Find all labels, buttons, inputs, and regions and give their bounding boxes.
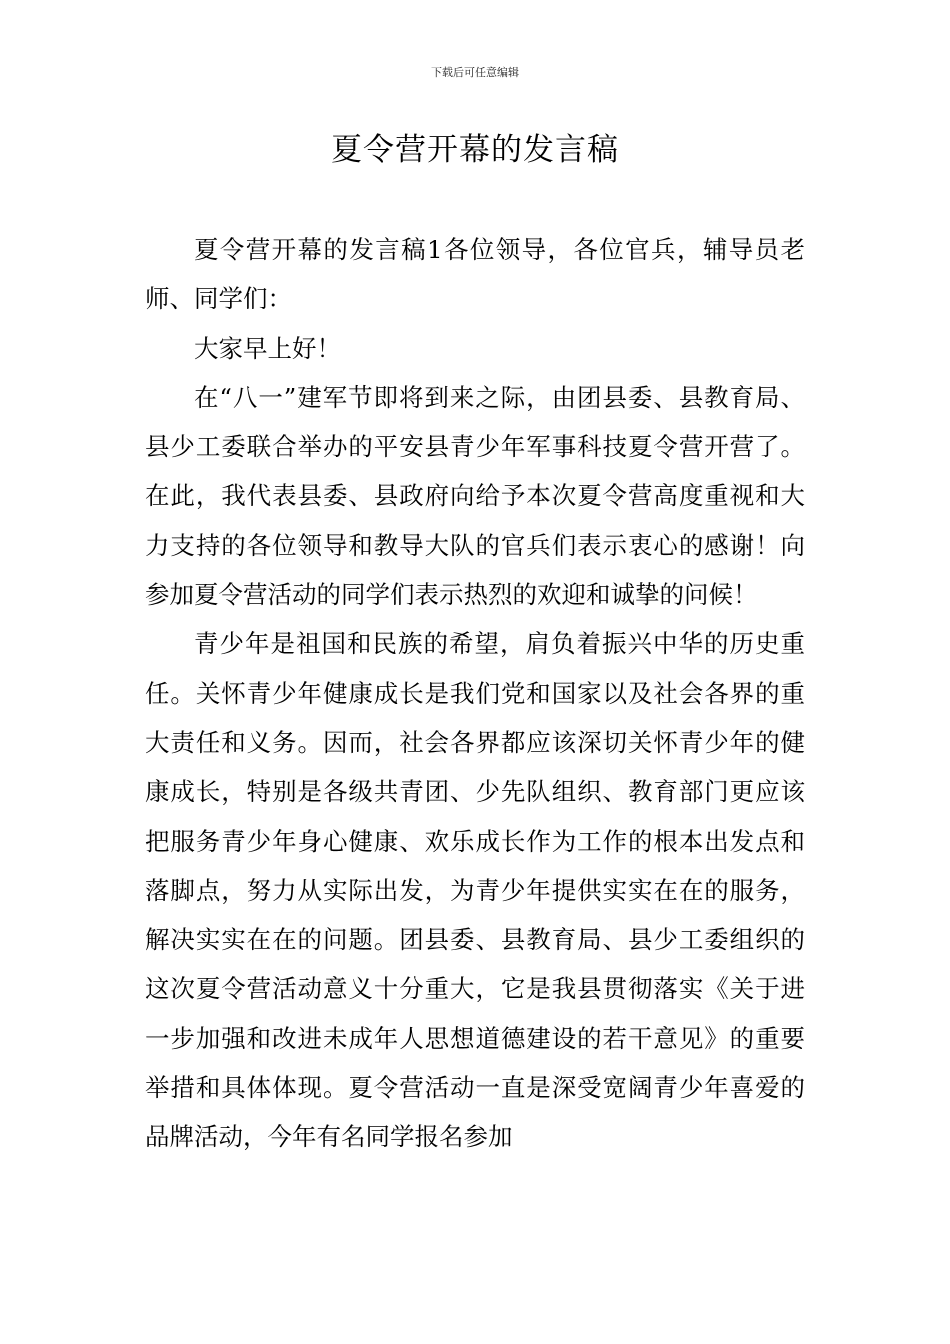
paragraph-greeting: 夏令营开幕的发言稿1各位领导，各位官兵，辅导员老师、同学们： <box>145 235 805 314</box>
header-note: 下载后可任意编辑 <box>431 66 519 79</box>
paragraph-good-morning: 大家早上好！ <box>194 333 341 363</box>
paragraph-youth: 青少年是祖国和民族的希望，肩负着振兴中华的历史重任。关怀青少年健康成长是我们党和国家以及社会各界的重大责任和义务。因而，社会各界都应该深切关怀青少年的健康成长，特别是各级共青团、少先队组织、教育部门更应该把服务青少年身心健康、欢乐成长作为工作的根本出发点和落脚点，努力从实际出发，为青少年提供实实在在的服务，解决实实在在的问题。团县委、县教育局、县少工委组织的这次夏令营活动意义十分重大，它是我县贯彻落实《关于进一步加强和改进未成年人思想道德建设的若干意见》的重要举措和具体体现。夏令营活动一直是深受宽阔青少年喜爱的品牌活动，今年有名同学报名参加 <box>145 629 805 1152</box>
document-body <box>145 225 805 1162</box>
page-title: 夏令营开幕的发言稿 <box>331 132 619 168</box>
paragraph-opening: 在“八一”建军节即将到来之际，由团县委、县教育局、县少工委联合举办的平安县青少年军事科技夏令营开营了。在此，我代表县委、县政府向给予本次夏令营高度重视和大力支持的各位领导和教导大队的官兵们表示衷心的感谢！向参加夏令营活动的同学们表示热烈的欢迎和诚挚的问候！ <box>145 382 805 610</box>
